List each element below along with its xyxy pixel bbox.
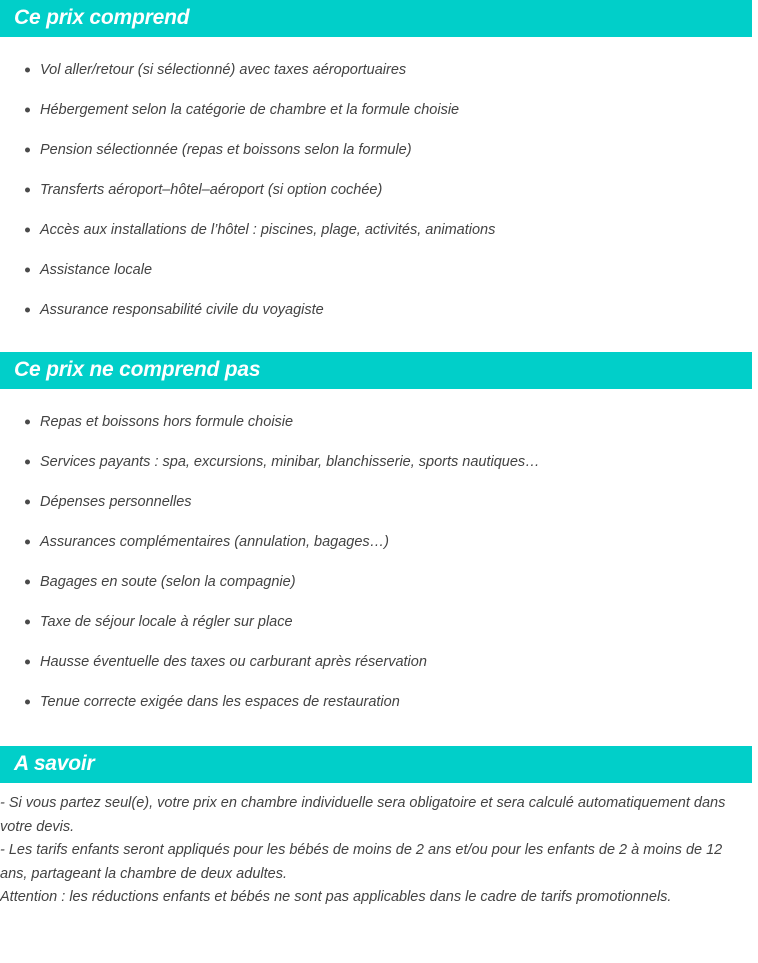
list-item: [0, 402, 758, 442]
list-item-label: Vol aller/retour (si sélectionné) avec taxes aéroportuaires: [40, 62, 407, 78]
bullet-dot-icon: [25, 148, 30, 153]
list-item: [0, 522, 758, 562]
bullet-dot-icon: [25, 580, 30, 585]
note-line: Attention : les réductions enfants et bébés ne sont pas applicables dans le cadre de tarifs promotionnels.: [0, 889, 672, 905]
bullet-dot-icon: [25, 108, 30, 113]
list-item-label: Taxe de séjour locale à régler sur place: [40, 614, 293, 630]
list-item-label: Dépenses personnelles: [40, 494, 192, 510]
list-item-label: Accès aux installations de l’hôtel : piscines, plage, activités, animations: [40, 222, 496, 238]
list-item: [0, 50, 758, 90]
section-spacer: [0, 330, 758, 352]
list-item: [0, 90, 758, 130]
section-header-ce-prix-ne-comprend-pas: [0, 352, 752, 389]
note-line: - Si vous partez seul(e), votre prix en chambre individuelle sera obligatoire et sera calculé automatiquement dans votre devis.: [0, 795, 726, 835]
list-item: [0, 682, 758, 722]
list-item-label: Assistance locale: [40, 262, 153, 278]
bullet-dot-icon: [25, 228, 30, 233]
bullet-dot-icon: [25, 68, 30, 73]
section-a-savoir: [0, 746, 758, 910]
list-item-label: Services payants : spa, excursions, minibar, blanchisserie, sports nautiques…: [40, 454, 540, 470]
bullet-dot-icon: [25, 188, 30, 193]
list-item: [0, 210, 758, 250]
list-item: [0, 602, 758, 642]
list-item-label: Bagages en soute (selon la compagnie): [40, 574, 296, 590]
inclusions-list: [0, 37, 758, 330]
notes-block: [0, 783, 758, 910]
bullet-dot-icon: [25, 700, 30, 705]
section-header-a-savoir: [0, 746, 752, 783]
bullet-dot-icon: [25, 500, 30, 505]
list-item: [0, 170, 758, 210]
bullet-dot-icon: [25, 420, 30, 425]
list-item-label: Transferts aéroport–hôtel–aéroport (si option cochée): [40, 182, 383, 198]
list-item: [0, 290, 758, 330]
section-title: Ce prix ne comprend pas: [14, 357, 261, 381]
bullet-dot-icon: [25, 660, 30, 665]
list-item-label: Hébergement selon la catégorie de chambre et la formule choisie: [40, 102, 460, 118]
list-item-label: Pension sélectionnée (repas et boissons selon la formule): [40, 142, 412, 158]
bullet-dot-icon: [25, 540, 30, 545]
list-item-label: Repas et boissons hors formule choisie: [40, 414, 294, 430]
list-item: [0, 482, 758, 522]
bullet-dot-icon: [25, 308, 30, 313]
section-header-ce-prix-comprend: [0, 0, 752, 37]
list-item: [0, 442, 758, 482]
section-title: A savoir: [14, 751, 95, 775]
list-item-label: Assurance responsabilité civile du voyagiste: [40, 302, 324, 318]
bullet-dot-icon: [25, 460, 30, 465]
list-item: [0, 130, 758, 170]
exclusions-list: [0, 389, 758, 722]
section-title: Ce prix comprend: [14, 5, 190, 29]
section-ce-prix-comprend: [0, 0, 758, 330]
bullet-dot-icon: [25, 620, 30, 625]
list-item-label: Assurances complémentaires (annulation, bagages…): [40, 534, 389, 550]
list-item-label: Tenue correcte exigée dans les espaces de restauration: [40, 694, 400, 710]
bullet-dot-icon: [25, 268, 30, 273]
section-ce-prix-ne-comprend-pas: [0, 352, 758, 722]
section-spacer: [0, 722, 758, 746]
list-item: [0, 250, 758, 290]
list-item: [0, 562, 758, 602]
list-item: [0, 642, 758, 682]
note-line: - Les tarifs enfants seront appliqués pour les bébés de moins de 2 ans et/ou pour les enfants de 2 à moins de 12 ans, partageant la chambre de deux adultes.: [0, 842, 723, 882]
list-item-label: Hausse éventuelle des taxes ou carburant après réservation: [40, 654, 427, 670]
